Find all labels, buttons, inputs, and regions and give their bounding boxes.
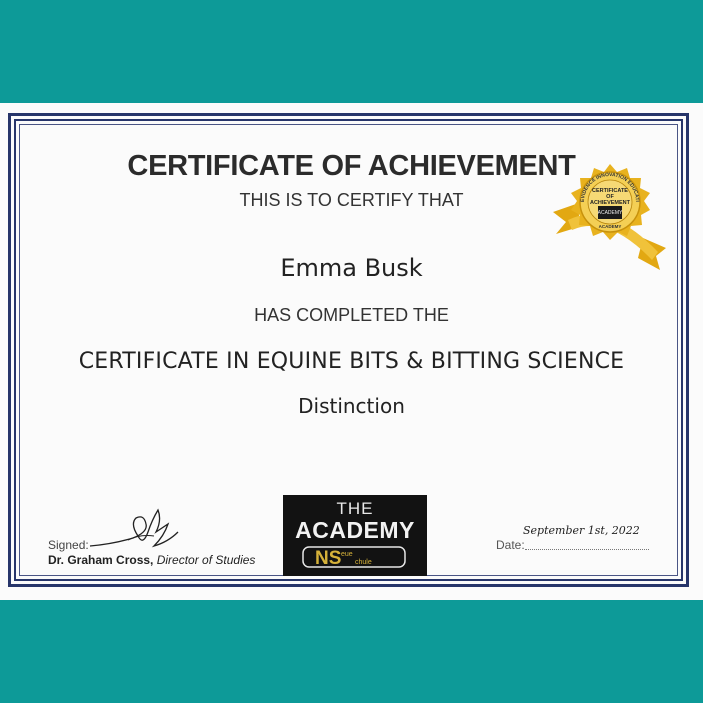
seal-line-2: OF bbox=[606, 194, 614, 200]
logo-line-the: THE bbox=[336, 499, 374, 518]
recipient-name: Emma Busk bbox=[280, 254, 423, 282]
certificate-title: CERTIFICATE OF ACHIEVEMENT bbox=[127, 150, 576, 182]
seal-ring-text: EVIDENCE INNOVATION EDUCATI bbox=[579, 171, 641, 203]
certificate-subtitle: THIS IS TO CERTIFY THAT bbox=[239, 190, 464, 210]
seal-bottom-text: ACADEMY bbox=[598, 224, 622, 229]
signer-role: Director of Studies bbox=[156, 553, 256, 567]
date-value: September 1st, 2022 bbox=[523, 524, 640, 537]
ns-word-2: chule bbox=[355, 559, 372, 566]
neue-schule-mark bbox=[301, 543, 409, 571]
grade: Distinction bbox=[298, 394, 405, 418]
completed-text: HAS COMPLETED THE bbox=[254, 305, 449, 325]
achievement-seal bbox=[548, 160, 673, 275]
ns-letters: NS bbox=[315, 548, 342, 569]
logo-line-academy: ACADEMY bbox=[295, 517, 415, 543]
signer-name: Dr. Graham Cross, bbox=[48, 553, 154, 567]
signed-label: Signed: bbox=[48, 538, 89, 552]
course-name: CERTIFICATE IN EQUINE BITS & BITTING SCIENCE bbox=[78, 349, 625, 374]
date-line bbox=[525, 549, 649, 550]
bottom-teal-band bbox=[0, 600, 703, 703]
date-label: Date: bbox=[496, 538, 525, 552]
signature-scribble bbox=[88, 502, 183, 557]
seal-line-1: CERTIFICATE bbox=[592, 188, 628, 194]
academy-logo bbox=[283, 495, 427, 576]
seal-line-3: ACHIEVEMENT bbox=[589, 200, 631, 206]
top-teal-band bbox=[0, 0, 703, 103]
signer bbox=[48, 553, 255, 567]
seal-badge-text: ACADEMY bbox=[597, 210, 623, 216]
ns-word-1: eue bbox=[341, 551, 353, 558]
